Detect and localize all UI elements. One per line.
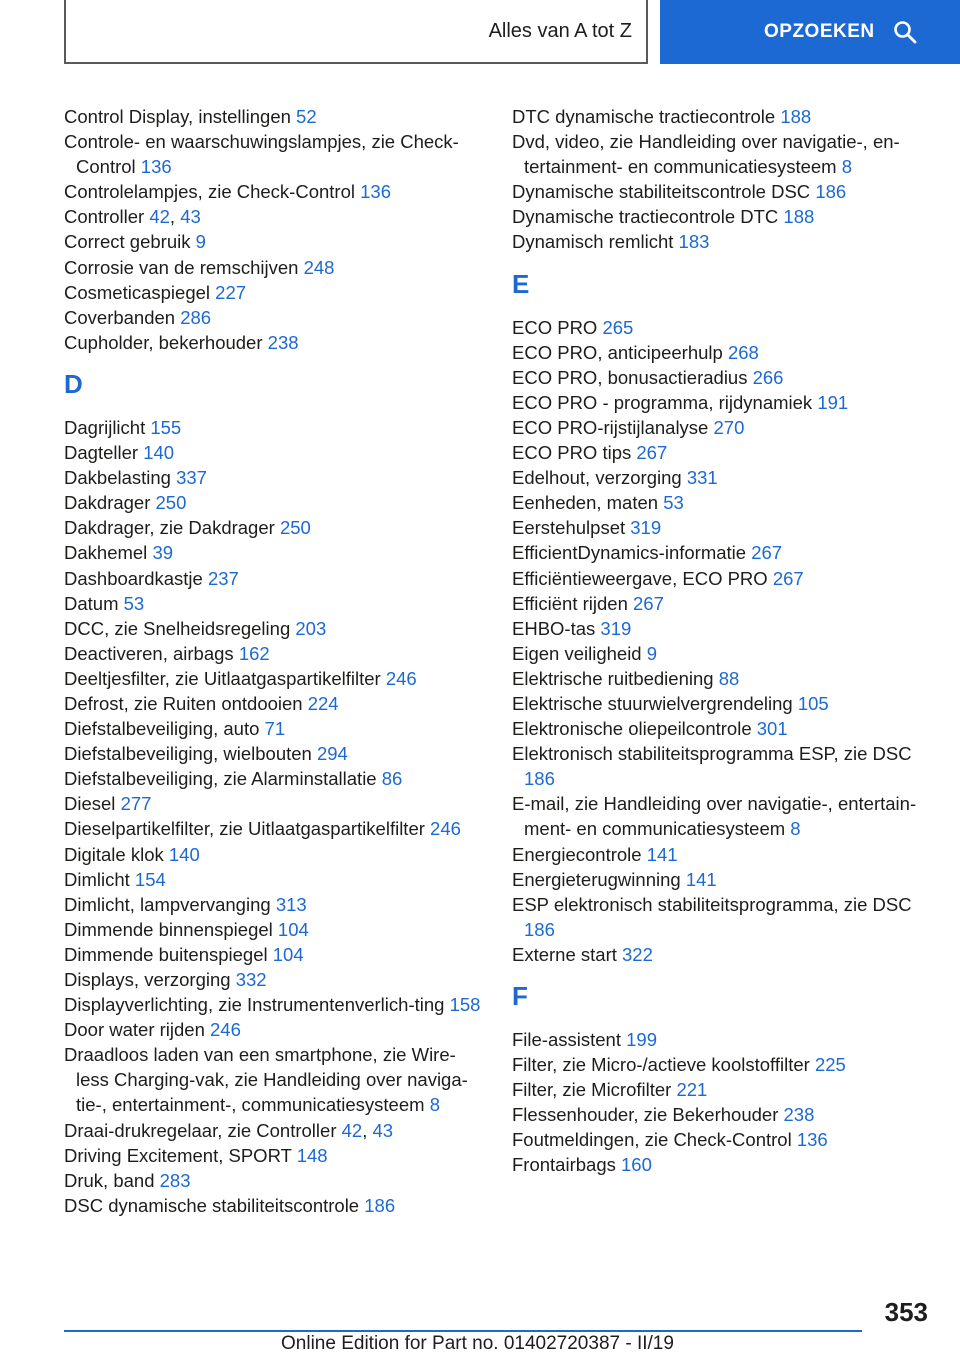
index-entry-text: Control Display, instellingen xyxy=(64,106,297,127)
index-entry-text: ECO PRO, anticipeerhulp xyxy=(512,341,728,363)
index-entry xyxy=(64,1143,484,1168)
page-link[interactable]: 42 xyxy=(149,206,170,228)
footer-divider xyxy=(64,1330,862,1332)
index-entry-text: Digitale klok xyxy=(64,843,169,865)
search-button[interactable] xyxy=(660,0,960,64)
index-entry xyxy=(64,641,484,666)
index-entry-text: Door water rijden xyxy=(64,1019,211,1041)
index-entry-text: Elektronisch stabiliteitsprogramma ESP, zie DSC xyxy=(512,743,912,765)
page-link[interactable]: 155 xyxy=(150,416,182,438)
index-entry xyxy=(64,129,484,179)
index-entry xyxy=(512,490,932,515)
page-link[interactable]: 104 xyxy=(272,943,304,965)
page-link[interactable]: 237 xyxy=(207,567,239,589)
index-entry-text: Elektrische ruitbediening xyxy=(512,667,719,689)
index-entry xyxy=(64,867,484,892)
index-entry-text: Eenheden, maten xyxy=(512,492,664,514)
page-link[interactable]: 319 xyxy=(600,617,632,639)
index-entry-text: Diefstalbeveiliging, auto xyxy=(64,718,265,740)
page-link[interactable]: 322 xyxy=(622,943,653,965)
index-entry xyxy=(512,179,932,204)
index-entry-text: ECO PRO tips xyxy=(512,442,637,464)
index-entry xyxy=(512,1077,932,1102)
page-link[interactable]: 39 xyxy=(152,542,174,564)
page-link[interactable]: 313 xyxy=(275,893,307,915)
index-entry-text: Frontairbags xyxy=(512,1154,621,1176)
index-entry xyxy=(64,305,484,330)
page-link[interactable]: 224 xyxy=(307,692,339,714)
index-entry-text: EfficientDynamics-informatie xyxy=(512,542,752,564)
index-entry xyxy=(64,440,484,465)
index-entry-text: Elektronische oliepeilcontrole xyxy=(512,718,757,740)
page-link[interactable]: 43 xyxy=(180,206,201,228)
index-entry-text: Dimlicht, lampvervanging xyxy=(64,893,276,915)
index-entry xyxy=(512,315,932,340)
index-entry-text: Datum xyxy=(64,592,124,614)
index-entry-text: ESP elektronisch stabiliteitsprogramma, zie DSC xyxy=(512,893,912,915)
index-entry-text: Diefstalbeveiliging, zie Alarminstallatie xyxy=(64,768,382,790)
index-entry-text: Dakdrager, zie Dakdrager xyxy=(64,517,280,539)
page-link[interactable]: 267 xyxy=(633,592,664,614)
index-entry-text: Cupholder, bekerhouder xyxy=(64,331,268,353)
index-entry xyxy=(64,741,484,766)
index-entry-text: EHBO-tas xyxy=(512,617,601,639)
page-link[interactable]: 191 xyxy=(817,391,849,413)
index-entry-text: Edelhout, verzorging xyxy=(512,467,687,489)
index-entry xyxy=(64,892,484,917)
page-link[interactable]: 52 xyxy=(296,106,317,127)
page-link[interactable]: 43 xyxy=(372,1119,394,1141)
index-column-right xyxy=(512,104,932,1178)
index-entry-text: Filter, zie Micro-/actieve koolstoffilter xyxy=(512,1054,815,1076)
index-entry-text: Dashboardkastje xyxy=(64,567,208,589)
index-entry xyxy=(64,1168,484,1193)
page-link[interactable]: 53 xyxy=(663,492,684,514)
page-link[interactable]: 104 xyxy=(277,918,309,940)
page-link[interactable]: 136 xyxy=(796,1129,828,1151)
page-link[interactable]: 265 xyxy=(602,316,634,338)
index-entry xyxy=(64,280,484,305)
index-entry xyxy=(512,229,932,254)
page-link[interactable]: 8 xyxy=(841,156,853,178)
page-link[interactable]: 140 xyxy=(168,843,200,865)
index-entry xyxy=(512,515,932,540)
index-entry-text: E-mail, zie Handleiding over navigatie-, entertain-ment- en communicatiesysteem xyxy=(512,793,917,840)
index-entry-text: Dakhemel xyxy=(64,542,153,564)
index-entry xyxy=(512,1127,932,1152)
index-entry-text: Energieterugwinning xyxy=(512,868,686,890)
page-link[interactable]: 270 xyxy=(713,416,745,438)
index-entry-text: Dieselpartikelfilter, zie Uitlaatgaspartikelfilter xyxy=(64,818,431,840)
index-entry xyxy=(512,867,932,892)
page-link[interactable]: 141 xyxy=(685,868,717,890)
index-entry xyxy=(512,1027,932,1052)
index-entry xyxy=(512,415,932,440)
page-link[interactable]: 267 xyxy=(636,442,668,464)
index-entry-text: ECO PRO, bonusactieradius xyxy=(512,366,753,388)
index-entry xyxy=(64,917,484,942)
index-entry xyxy=(512,390,932,415)
index-entry-text: DTC dynamische tractiecontrole xyxy=(512,106,781,127)
index-entry-text: Coverbanden xyxy=(64,306,181,328)
index-entry-text: Dynamische stabiliteitscontrole DSC xyxy=(512,181,816,203)
page-link[interactable]: 9 xyxy=(646,642,658,664)
page-link[interactable]: 203 xyxy=(295,617,327,639)
index-entry xyxy=(512,641,932,666)
index-entry xyxy=(64,490,484,515)
page-link[interactable]: 42 xyxy=(341,1119,363,1141)
index-entry-text: Dakdrager xyxy=(64,492,156,514)
index-entry xyxy=(512,340,932,365)
page-link[interactable]: 227 xyxy=(215,281,247,303)
index-entry xyxy=(512,540,932,565)
index-entry xyxy=(64,992,484,1017)
index-entry-text: ECO PRO xyxy=(512,316,603,338)
index-entry-text: Flessenhouder, zie Bekerhouder xyxy=(512,1104,784,1126)
page-link[interactable]: 238 xyxy=(267,331,299,353)
index-entry-text: Defrost, zie Ruiten ontdooien xyxy=(64,692,308,714)
index-entry xyxy=(64,616,484,641)
index-entry xyxy=(64,691,484,716)
index-entry xyxy=(512,566,932,591)
page-link[interactable]: 140 xyxy=(143,442,175,464)
page-link[interactable]: 136 xyxy=(140,156,172,178)
index-entry-text: Dynamisch remlicht xyxy=(512,231,679,253)
index-entry xyxy=(512,129,932,179)
index-entry-text: Dakbelasting xyxy=(64,467,177,489)
page-link[interactable]: 186 xyxy=(364,1194,396,1216)
page-link[interactable]: 199 xyxy=(626,1029,657,1050)
index-entry: Draai-drukregelaar, zie Controller 42, 43 xyxy=(64,1119,394,1141)
page-link[interactable]: 286 xyxy=(180,306,212,328)
page-link[interactable]: 294 xyxy=(316,743,348,765)
index-entry-text: DCC, zie Snelheidsregeling xyxy=(64,617,296,639)
index-entry-text: Corrosie van de remschijven xyxy=(64,256,304,278)
page-link[interactable]: 267 xyxy=(751,542,783,564)
index-entry-text: Foutmeldingen, zie Check-Control xyxy=(512,1129,797,1151)
index-entry-text: Externe start xyxy=(512,943,623,965)
index-entry-text: Cosmeticaspiegel xyxy=(64,281,216,303)
page-link[interactable]: 136 xyxy=(360,181,391,203)
index-entry-text: Dimmende buitenspiegel xyxy=(64,943,273,965)
page-link[interactable]: 183 xyxy=(678,231,710,253)
section-title-tab[interactable] xyxy=(64,0,648,64)
index-entry xyxy=(512,365,932,390)
index-letter-heading: E xyxy=(512,268,530,299)
page-link[interactable]: 88 xyxy=(718,667,740,689)
index-entry xyxy=(64,465,484,490)
index-entry xyxy=(512,204,932,229)
index-entry xyxy=(64,666,484,691)
page-link[interactable]: 8 xyxy=(790,818,801,840)
page-link[interactable]: 225 xyxy=(814,1054,846,1076)
index-entry xyxy=(512,691,932,716)
index-entry xyxy=(512,791,932,841)
page-link[interactable]: 162 xyxy=(238,642,270,664)
index-entry xyxy=(64,566,484,591)
index-entry xyxy=(512,741,932,791)
index-entry-text: Dagrijlicht xyxy=(64,416,151,438)
page-link[interactable]: 283 xyxy=(159,1169,191,1191)
index-entry-text: Filter, zie Microfilter xyxy=(512,1079,677,1101)
index-entry xyxy=(64,716,484,741)
index-entry xyxy=(64,104,484,129)
index-entry-text: Dimmende binnenspiegel xyxy=(64,918,278,940)
section-title: Alles van A tot Z xyxy=(488,19,632,42)
index-entry xyxy=(64,1193,484,1218)
index-entry xyxy=(64,515,484,540)
page-link[interactable]: 188 xyxy=(780,106,812,127)
page-link[interactable]: 86 xyxy=(381,768,403,790)
index-entry-text: Druk, band xyxy=(64,1169,160,1191)
index-entry-text: ECO PRO - programma, rijdynamiek xyxy=(512,391,818,413)
index-column-left xyxy=(64,104,484,1218)
index-entry xyxy=(512,440,932,465)
index-entry xyxy=(64,766,484,791)
page-link[interactable]: 158 xyxy=(449,994,481,1016)
index-entry-text: Eigen veiligheid xyxy=(512,642,647,664)
index-entry-text: Dagteller xyxy=(64,442,144,464)
page-link[interactable]: 337 xyxy=(176,467,207,489)
index-entry-text: Efficiëntieweergave, ECO PRO xyxy=(512,567,773,589)
index-entry: Controller 42, 43 xyxy=(64,206,201,228)
page-link[interactable]: 266 xyxy=(752,366,784,388)
page-link[interactable]: 188 xyxy=(783,206,815,228)
index-entry-text: Elektrische stuurwielvergrendeling xyxy=(512,692,798,714)
page-link[interactable]: 246 xyxy=(430,818,461,840)
index-entry xyxy=(64,791,484,816)
index-entry xyxy=(64,179,484,204)
index-entry xyxy=(512,465,932,490)
index-entry-text: DSC dynamische stabiliteitscontrole xyxy=(64,1194,365,1216)
page-link[interactable]: 186 xyxy=(524,768,555,790)
index-entry xyxy=(512,716,932,741)
page-link[interactable]: 267 xyxy=(772,567,804,589)
index-entry xyxy=(64,229,484,254)
index-entry-text: Correct gebruik xyxy=(64,231,196,253)
page-link[interactable]: 332 xyxy=(235,969,267,990)
index-entry xyxy=(64,842,484,867)
index-entry xyxy=(64,967,484,992)
index-entry-text: Controller xyxy=(64,206,150,228)
index-entry-text: Controle- en waarschuwingslampjes, zie Check-Control xyxy=(64,131,459,178)
page-link[interactable]: 160 xyxy=(621,1154,652,1176)
index-entry xyxy=(64,816,484,841)
index-entry xyxy=(64,942,484,967)
page-link[interactable]: 248 xyxy=(303,256,335,278)
page-link[interactable]: 9 xyxy=(195,231,206,253)
index-entry-text: Draadloos laden van een smartphone, zie Wire-less Charging-vak, zie Handleiding over naviga-tie-, entertainment-, communicatiesysteem xyxy=(64,1044,468,1116)
page-link[interactable]: 105 xyxy=(797,692,829,714)
page-link[interactable]: 53 xyxy=(123,592,145,614)
search-button-label: OPZOEKEN xyxy=(764,21,875,42)
page-link[interactable]: 186 xyxy=(815,181,847,203)
index-entry xyxy=(512,892,932,942)
magnifier-icon xyxy=(893,20,917,44)
index-entry xyxy=(512,842,932,867)
index-entry-text: Eerstehulpset xyxy=(512,517,631,539)
index-entry-text: Efficiënt rijden xyxy=(512,592,633,614)
page-link[interactable]: 238 xyxy=(783,1104,815,1126)
index-entry-text: Diefstalbeveiliging, wielbouten xyxy=(64,743,317,765)
index-entry xyxy=(512,591,932,616)
index-entry xyxy=(512,1052,932,1077)
index-entry-text: Dvd, video, zie Handleiding over navigatie-, en-tertainment- en communicatiesysteem xyxy=(512,131,900,178)
page-link[interactable]: 246 xyxy=(385,667,417,689)
footer-edition: Online Edition for Part no. 01402720387 - II/19 xyxy=(281,1333,674,1354)
index-entry-text: Deeltjesfilter, zie Uitlaatgaspartikelfilter xyxy=(64,667,386,689)
index-entry-text: Deactiveren, airbags xyxy=(64,642,239,664)
page-link[interactable]: 148 xyxy=(296,1144,328,1166)
page-link[interactable]: 250 xyxy=(279,517,311,539)
page-link[interactable]: 246 xyxy=(210,1019,241,1041)
index-entry xyxy=(64,415,484,440)
index-entry-text: Draai-drukregelaar, zie Controller xyxy=(64,1119,342,1141)
page-link[interactable]: 141 xyxy=(646,843,678,865)
index-entry-text: Dimlicht xyxy=(64,868,135,890)
index-entry-text: Diesel xyxy=(64,793,121,815)
page-link[interactable]: 277 xyxy=(120,793,152,815)
index-entry xyxy=(512,104,932,129)
page-link[interactable]: 8 xyxy=(429,1094,440,1116)
index-entry xyxy=(512,942,932,967)
index-entry-text: Energiecontrole xyxy=(512,843,647,865)
index-entry xyxy=(64,1042,484,1117)
page-link[interactable]: 331 xyxy=(686,467,718,489)
page-link[interactable]: 268 xyxy=(727,341,759,363)
index-entry xyxy=(512,1152,932,1177)
index-entry xyxy=(512,616,932,641)
index-entry-text: Controlelampjes, zie Check-Control xyxy=(64,181,361,203)
index-entry xyxy=(64,330,484,355)
page-link[interactable]: 71 xyxy=(264,718,286,740)
index-entry xyxy=(64,540,484,565)
page-number: 353 xyxy=(884,1297,928,1327)
index-entry xyxy=(64,1017,484,1042)
index-entry xyxy=(512,1102,932,1127)
index-entry-text: Displays, verzorging xyxy=(64,969,236,990)
index-entry xyxy=(64,591,484,616)
index-letter-heading: D xyxy=(64,368,83,399)
page-link[interactable]: 221 xyxy=(676,1079,708,1101)
index-letter-heading: F xyxy=(512,981,528,1011)
index-entry-text: Dynamische tractiecontrole DTC xyxy=(512,206,784,228)
page-link[interactable]: 301 xyxy=(756,718,788,740)
index-entry-text: ECO PRO-rijstijlanalyse xyxy=(512,416,714,438)
index-entry xyxy=(64,255,484,280)
index-entry-text: Driving Excitement, SPORT xyxy=(64,1144,297,1166)
index-entry xyxy=(512,666,932,691)
index-entry-text: File-assistent xyxy=(512,1029,627,1050)
page-link[interactable]: 154 xyxy=(134,868,166,890)
page-link[interactable]: 250 xyxy=(155,492,187,514)
index-entry-text: Displayverlichting, zie Instrumentenverlich-ting xyxy=(64,994,450,1016)
page-link[interactable]: 319 xyxy=(630,517,662,539)
page-link[interactable]: 186 xyxy=(524,918,555,940)
